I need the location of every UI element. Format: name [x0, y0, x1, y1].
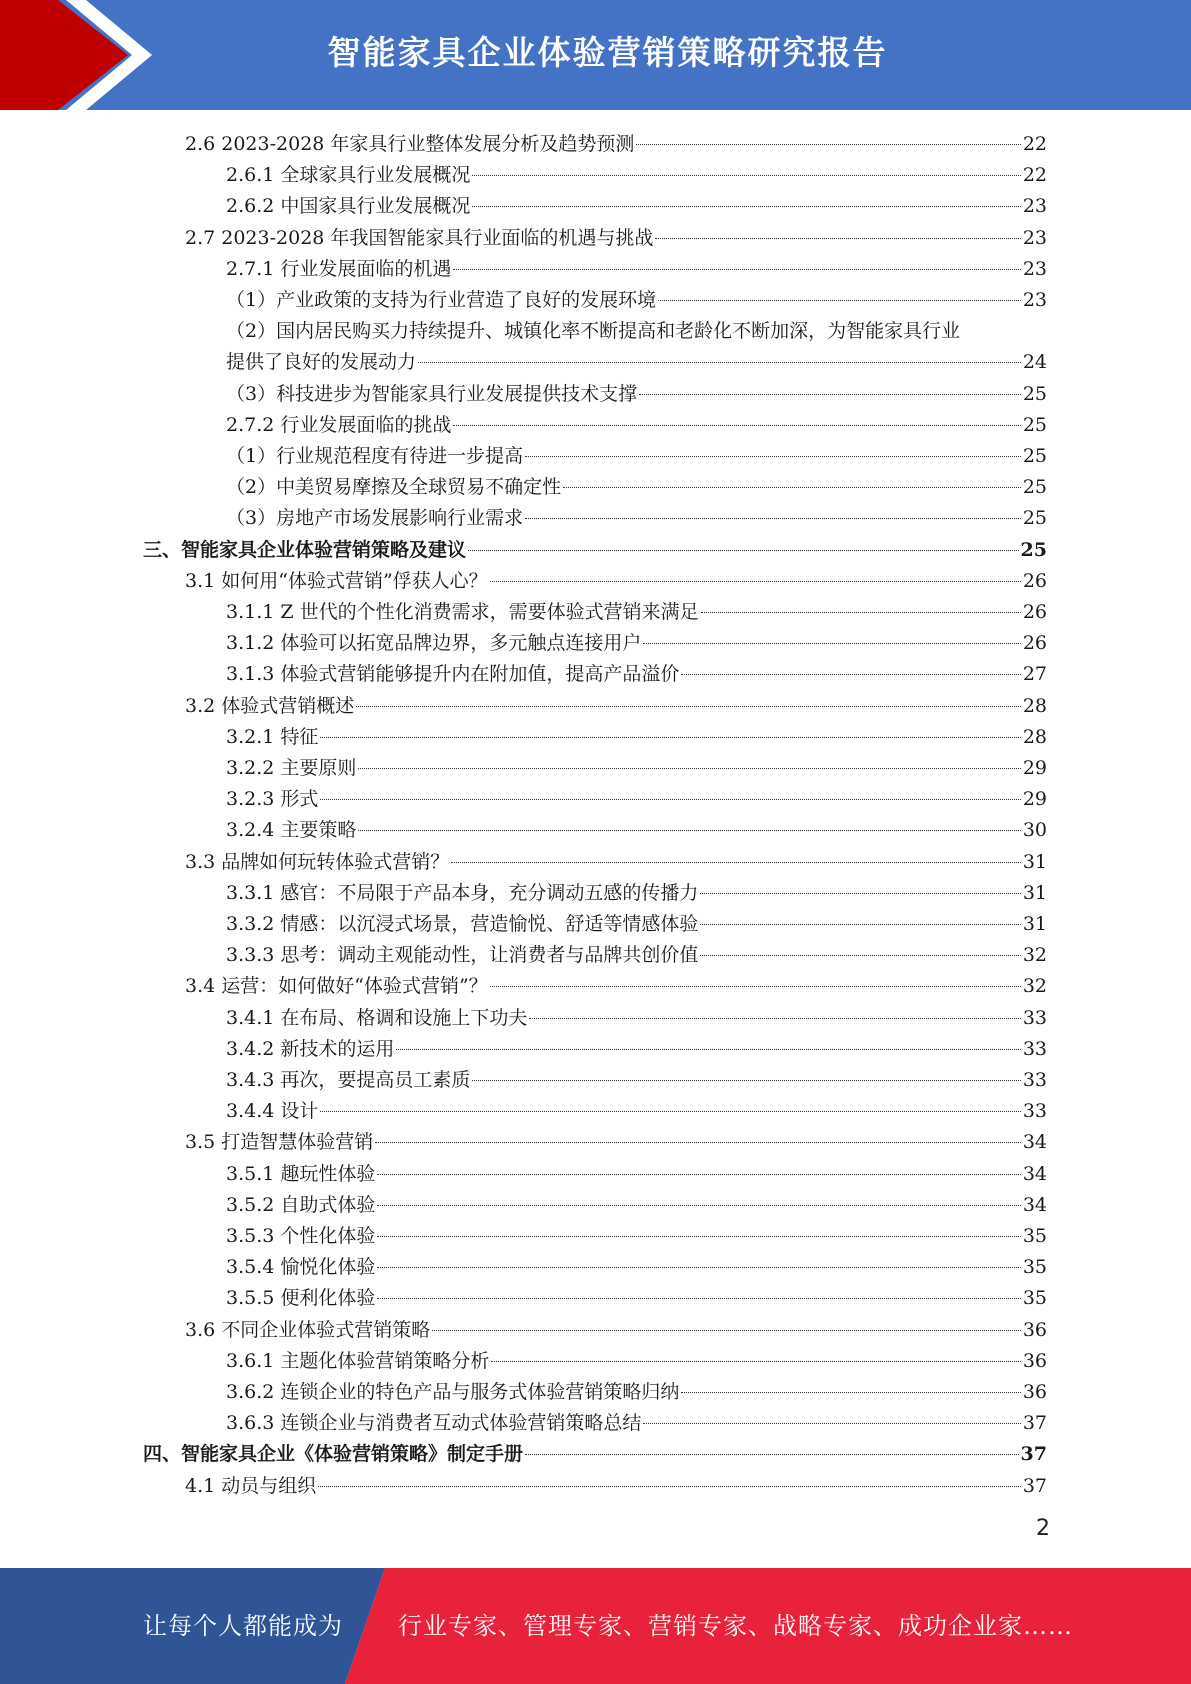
toc-dot-leader [418, 361, 1021, 363]
toc-entry-label: 3.4 运营：如何做好“体验式营销”？ [185, 975, 488, 998]
toc-entry[interactable] [226, 784, 1047, 815]
toc-entry[interactable] [226, 1221, 1047, 1252]
toc-dot-leader [377, 1173, 1020, 1175]
toc-dot-leader [320, 798, 1020, 800]
toc-page-number: 37 [1020, 1443, 1047, 1466]
page-header [0, 0, 1191, 110]
toc-entry[interactable] [226, 815, 1047, 846]
toc-dot-leader [700, 954, 1020, 956]
toc-entry-label: 三、智能家具企业体验营销策略及建议 [143, 538, 467, 561]
toc-entry-label: 2.6.2 中国家具行业发展概况 [226, 195, 471, 218]
toc-entry-label: 3.2.1 特征 [226, 725, 319, 748]
toc-dot-leader [377, 1297, 1020, 1299]
toc-dot-leader [636, 143, 1020, 145]
toc-entry-label: 3.2.3 形式 [226, 788, 319, 811]
toc-dot-leader [472, 1079, 1020, 1081]
toc-entry[interactable] [226, 1252, 1047, 1283]
toc-dot-leader [701, 611, 1021, 613]
toc-entry[interactable] [226, 472, 1047, 503]
toc-page-number: 31 [1022, 881, 1047, 904]
toc-dot-leader [563, 486, 1021, 488]
toc-page-number: 33 [1022, 1069, 1047, 1091]
report-title: 智能家具企业体验营销策略研究报告 [327, 33, 888, 72]
toc-dot-leader [377, 1235, 1020, 1237]
toc-entry[interactable] [226, 379, 1047, 410]
toc-page-number: 27 [1022, 663, 1047, 686]
toc-entry-label: 2.6.1 全球家具行业发展概况 [226, 164, 471, 187]
toc-entry[interactable] [226, 1377, 1047, 1408]
toc-entry-label: （2）国内居民购买力持续提升、城镇化率不断提高和老龄化不断加深，为智能家具行业 [226, 320, 961, 343]
toc-entry[interactable] [226, 160, 1047, 191]
toc-dot-leader [472, 174, 1020, 176]
toc-dot-leader [529, 1017, 1020, 1019]
toc-dot-leader [451, 861, 1021, 863]
toc-entry[interactable] [185, 691, 1047, 722]
toc-entry[interactable] [226, 254, 1047, 285]
toc-dot-leader [525, 455, 1021, 457]
toc-page-number: 25 [1022, 413, 1047, 436]
toc-page-number: 29 [1022, 788, 1047, 811]
toc-entry-label: 3.4.2 新技术的运用 [226, 1037, 395, 1060]
toc-entry-label: 3.4.3 再次，要提高员工素质 [226, 1069, 471, 1091]
footer-slogan-right: 行业专家、管理专家、营销专家、战略专家、成功企业家…… [398, 1612, 1073, 1640]
toc-page-number: 33 [1022, 1006, 1047, 1029]
toc-page-number: 28 [1022, 725, 1047, 748]
toc-entry-label: 3.6.3 连锁企业与消费者互动式体验营销策略总结 [226, 1412, 642, 1435]
toc-entry[interactable] [226, 347, 1047, 378]
toc-page-number: 36 [1022, 1318, 1047, 1341]
toc-dot-leader [356, 705, 1021, 707]
toc-dot-leader [453, 424, 1020, 426]
toc-entry-label: 3.3.3 思考：调动主观能动性，让消费者与品牌共创价值 [226, 944, 699, 967]
toc-entry[interactable] [226, 191, 1047, 222]
toc-entry[interactable] [226, 1159, 1047, 1190]
toc-entry-label: 3.1.3 体验式营销能够提升内在附加值，提高产品溢价 [226, 663, 680, 686]
toc-page-number: 34 [1022, 1193, 1047, 1216]
toc-entry[interactable] [185, 1471, 1047, 1502]
toc-page-number: 32 [1022, 975, 1047, 998]
toc-dot-leader [318, 1485, 1021, 1487]
toc-page-number: 35 [1022, 1256, 1047, 1279]
toc-entry-label: 3.4.4 设计 [226, 1100, 319, 1123]
toc-entry-label: 3.5.2 自助式体验 [226, 1193, 376, 1216]
toc-entry-label: 3.5.1 趣玩性体验 [226, 1162, 376, 1185]
toc-dot-leader [377, 1266, 1020, 1268]
toc-page-number: 26 [1022, 601, 1047, 623]
toc-dot-leader [639, 393, 1021, 395]
toc-entry-label: 3.1.2 体验可以拓宽品牌边界，多元触点连接用户 [226, 632, 642, 655]
toc-entry[interactable] [226, 1408, 1047, 1439]
toc-page-number: 35 [1022, 1225, 1047, 1247]
toc-entry-label: 3.2 体验式营销概述 [185, 694, 355, 717]
page-footer [0, 1568, 1191, 1684]
toc-dot-leader [377, 1204, 1020, 1206]
toc-entry-label: 2.7.1 行业发展面临的机遇 [226, 257, 452, 280]
toc-page-number: 37 [1022, 1474, 1047, 1497]
toc-entry[interactable] [185, 129, 1047, 160]
toc-dot-leader [358, 829, 1020, 831]
toc-entry-label: （3）房地产市场发展影响行业需求 [226, 507, 524, 530]
toc-dot-leader [320, 1110, 1020, 1112]
toc-page-number: 25 [1022, 476, 1047, 499]
toc-page-number: 34 [1022, 1162, 1047, 1185]
toc-dot-leader [525, 517, 1021, 519]
toc-page-number: 23 [1022, 257, 1047, 280]
toc-entry[interactable] [226, 1096, 1047, 1127]
toc-entry-label: 2.6 2023-2028 年家具行业整体发展分析及趋势预测 [185, 133, 635, 155]
toc-page-number: 26 [1022, 569, 1047, 592]
toc-entry-label: 3.5.5 便利化体验 [226, 1287, 376, 1310]
toc-entry[interactable] [226, 659, 1047, 690]
toc-entry[interactable] [226, 628, 1047, 659]
toc-page-number: 24 [1022, 351, 1047, 374]
toc-dot-leader [700, 892, 1020, 894]
toc-entry[interactable] [226, 441, 1047, 472]
toc-dot-leader [525, 1453, 1019, 1455]
toc-entry-label: 3.5.3 个性化体验 [226, 1225, 376, 1247]
toc-entry-label: 3.1.1 Z 世代的个性化消费需求，需要体验式营销来满足 [226, 601, 699, 623]
toc-entry[interactable] [226, 1190, 1047, 1221]
toc-dot-leader [490, 580, 1021, 582]
toc-page-number: 36 [1022, 1349, 1047, 1372]
toc-entry-label: 3.3.2 情感：以沉浸式场景，营造愉悦、舒适等情感体验 [226, 913, 699, 935]
toc-dot-leader [375, 1141, 1021, 1143]
toc-entry-label: 3.3.1 感官：不局限于产品本身，充分调动五感的传播力 [226, 881, 699, 904]
toc-page-number: 25 [1022, 382, 1047, 405]
toc-dot-leader [655, 237, 1020, 239]
toc-page-number: 26 [1022, 632, 1047, 655]
toc-dot-leader [453, 268, 1020, 270]
toc-entry[interactable] [185, 847, 1047, 878]
toc-dot-leader [658, 299, 1021, 301]
toc-entry-label: （1）产业政策的支持为行业营造了良好的发展环境 [226, 289, 657, 311]
toc-entry[interactable] [143, 535, 1047, 566]
toc-entry-label: （1）行业规范程度有待进一步提高 [226, 445, 524, 467]
toc-page-number: 25 [1022, 445, 1047, 467]
toc-entry[interactable] [226, 1346, 1047, 1377]
toc-dot-leader [432, 1329, 1021, 1331]
toc-page-number: 33 [1022, 1100, 1047, 1123]
toc-entry[interactable] [185, 971, 1047, 1002]
toc-entry[interactable] [226, 1065, 1047, 1096]
toc-entry-label: 3.4.1 在布局、格调和设施上下功夫 [226, 1006, 528, 1029]
toc-entry-label: 3.2.4 主要策略 [226, 819, 357, 842]
page-number: 2 [1036, 1516, 1050, 1541]
toc-page-number: 35 [1022, 1287, 1047, 1310]
toc-entry[interactable] [143, 1439, 1047, 1470]
toc-entry[interactable] [226, 1034, 1047, 1065]
toc-entry[interactable] [226, 503, 1047, 534]
toc-dot-leader [358, 767, 1020, 769]
toc-page-number: 31 [1022, 913, 1047, 935]
toc-entry[interactable] [185, 566, 1047, 597]
toc-page-number: 28 [1022, 694, 1047, 717]
toc-entry[interactable] [226, 597, 1047, 628]
toc-entry-label: 2.7 2023-2028 年我国智能家具行业面临的机遇与挑战 [185, 226, 654, 249]
toc-page-number: 22 [1022, 133, 1047, 155]
toc-dot-leader [320, 736, 1020, 738]
toc-entry-label: 3.6.2 连锁企业的特色产品与服务式体验营销策略归纳 [226, 1381, 680, 1403]
toc-page-number: 32 [1022, 944, 1047, 967]
toc-entry-label: 3.3 品牌如何玩转体验式营销？ [185, 850, 450, 873]
toc-entry-label: 提供了良好的发展动力 [226, 351, 417, 374]
toc-entry[interactable] [226, 940, 1047, 971]
toc-page-number: 36 [1022, 1381, 1047, 1403]
toc-entry-label: 4.1 动员与组织 [185, 1474, 317, 1497]
toc-dot-leader [643, 1422, 1020, 1424]
toc-entry[interactable] [185, 1127, 1047, 1158]
toc-entry-label: 3.2.2 主要原则 [226, 757, 357, 779]
toc-dot-leader [643, 642, 1020, 644]
toc-entry[interactable] [226, 753, 1047, 784]
toc-page-number: 33 [1022, 1037, 1047, 1060]
toc-dot-leader [468, 549, 1019, 551]
toc-entry-label: 3.6 不同企业体验式营销策略 [185, 1318, 431, 1341]
toc-entry[interactable] [226, 410, 1047, 441]
toc-page-number: 23 [1022, 226, 1047, 249]
toc-page-number: 25 [1020, 538, 1047, 561]
toc-dot-leader [700, 923, 1020, 925]
toc-entry[interactable] [185, 223, 1047, 254]
footer-slogan-left: 让每个人都能成为 [143, 1612, 343, 1640]
toc-entry-label: （3）科技进步为智能家具行业发展提供技术支撑 [226, 382, 638, 405]
toc-entry[interactable] [185, 1315, 1047, 1346]
toc-page-number: 37 [1022, 1412, 1047, 1435]
toc-entry[interactable] [226, 722, 1047, 753]
toc-page-number: 30 [1022, 819, 1047, 842]
toc-page-number: 23 [1022, 289, 1047, 311]
toc-entry-label: 四、智能家具企业《体验营销策略》制定手册 [143, 1443, 524, 1466]
toc-entry-label: （2）中美贸易摩擦及全球贸易不确定性 [226, 476, 562, 499]
toc-page-number: 25 [1022, 507, 1047, 530]
toc-page-number: 23 [1022, 195, 1047, 218]
toc-dot-leader [681, 673, 1020, 675]
toc-page-number: 22 [1022, 164, 1047, 187]
toc-dot-leader [490, 985, 1021, 987]
toc-entry[interactable] [226, 285, 1047, 316]
toc-entry-label: 3.5.4 愉悦化体验 [226, 1256, 376, 1279]
toc-entry[interactable] [226, 1003, 1047, 1034]
toc-entry-label: 3.6.1 主题化体验营销策略分析 [226, 1349, 490, 1372]
toc-page-number: 31 [1022, 850, 1047, 873]
toc-entry[interactable] [226, 909, 1047, 940]
toc-page-number: 34 [1022, 1131, 1047, 1154]
toc-entry[interactable] [226, 1283, 1047, 1314]
toc-dot-leader [396, 1048, 1020, 1050]
toc-entry[interactable] [226, 878, 1047, 909]
toc-entry-label: 2.7.2 行业发展面临的挑战 [226, 413, 452, 436]
toc-entry-label: 3.1 如何用“体验式营销”俘获人心？ [185, 569, 488, 592]
toc-dot-leader [681, 1391, 1020, 1393]
toc-entry-label: 3.5 打造智慧体验营销 [185, 1131, 374, 1154]
toc-page-number: 29 [1022, 757, 1047, 779]
toc-dot-leader [491, 1360, 1020, 1362]
toc-dot-leader [472, 205, 1020, 207]
